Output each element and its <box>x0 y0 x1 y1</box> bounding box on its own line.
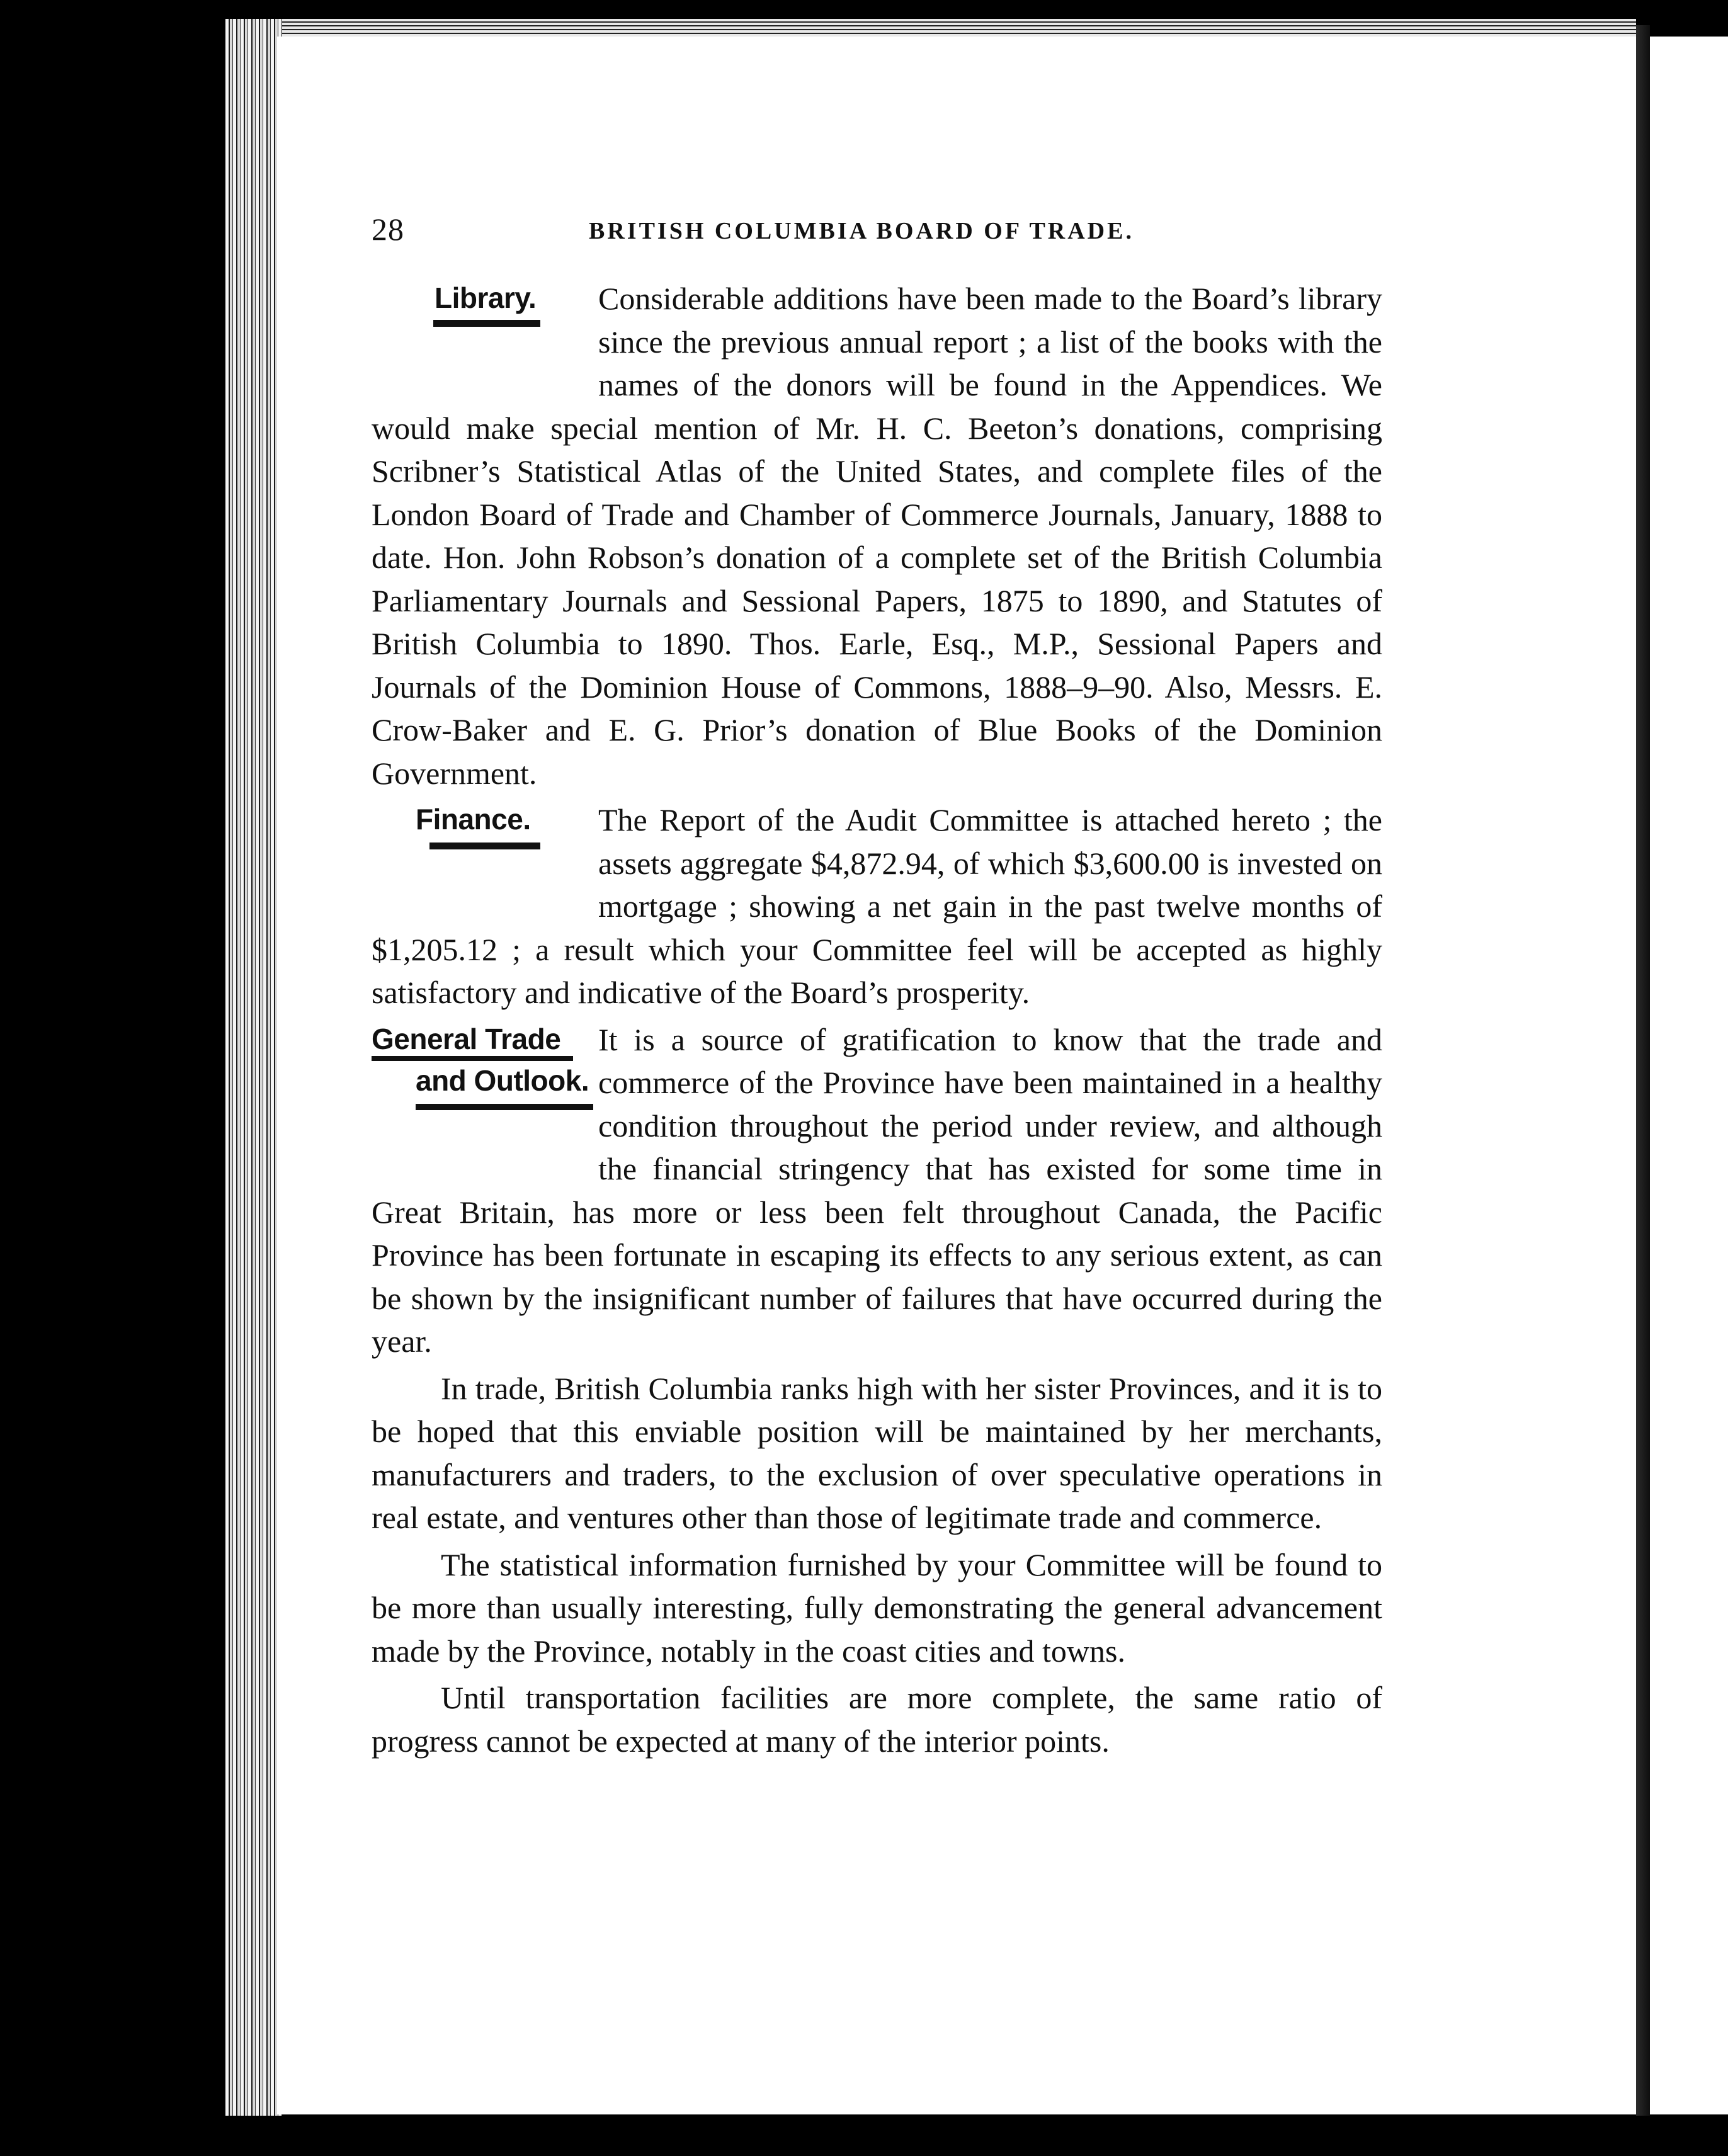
paragraph: The statistical information furnished by your Committee will be found to be more than usually interesting, fully demonstrating the general advancement made by the Province, notably in the coast cities and towns. <box>372 1546 1382 1669</box>
sidehead-label-line2: and Outlook. <box>416 1064 589 1097</box>
paragraph: In trade, British Columbia ranks high with her sister Provinces, and it is to be hoped that this enviable position will be maintained by her merchants, manufacturers and traders, to the exclusion of over speculative operations in real estate, and ventures other than those of legitimate trade and commerce. <box>372 1370 1382 1535</box>
page-number: 28 <box>372 212 404 247</box>
sidehead-label: Library. <box>435 281 537 314</box>
page-header <box>372 211 1385 249</box>
sidehead-label: Finance. <box>416 803 531 836</box>
paragraph: Until transportation facilities are more complete, the same ratio of progress cannot be expected at many of the interior points. <box>372 1680 1382 1759</box>
section-library <box>372 277 1382 795</box>
sidehead-library <box>372 277 592 369</box>
sidehead-finance <box>372 798 592 890</box>
section-text: The Report of the Audit Committee is attached hereto ; the assets aggregate $4,872.94, of which $3,600.00 is invested on mortgage ; showing a net gain in the past twelve months of $1,205.12 ; a result which your Committee feel will be accepted as highly satisfactory and indicative of the Board’s prosperity. <box>372 802 1382 1010</box>
book-binding <box>1636 25 1650 2116</box>
section-text: Considerable additions have been made to the Board’s library since the previous annual report ; a list of the books with the names of the donors will be found in the Appendices. We would make special mention of Mr. H. C. Beeton’s donations, comprising Scribner’s Statistical Atlas of the United States, and complete files of the London Board of Trade and Chamber of Commerce Journals, January, 1888 to date. Hon. John Robson’s donation of a complete set of the British Columbia Parliamentary Journals and Sessional Papers, 1875 to 1890, and Statutes of British Columbia to 1890. Thos. Earle, Esq., M.P., Sessional Papers and Journals of the Dominion House of Commons, 1888–9–90. Also, Messrs. E. Crow-Baker and E. G. Prior’s donation of Blue Books of the Dominion Government. <box>372 281 1382 791</box>
section-text: It is a source of gratification to know that the trade and commerce of the Province have been maintained in a healthy condition throughout the period under review, and although the financial stringency that has existed for some time in Great Britain, has more or less been felt throughout Canada, the Pacific Province has been fortunate in escaping its effects to any serious extent, as can be shown by the insignificant number of failures that have occurred during the year. <box>372 1021 1382 1359</box>
section-finance <box>372 798 1382 1014</box>
sidehead-underline <box>429 843 540 849</box>
sidehead-underline-1 <box>372 1056 573 1061</box>
section-general-trade <box>372 1018 1382 1363</box>
sidehead-underline <box>433 320 540 327</box>
sidehead-general-trade <box>372 1018 592 1154</box>
page-edge-top <box>225 19 1636 37</box>
sidehead-underline-2 <box>416 1104 593 1110</box>
facing-page-edge <box>1650 37 1728 2114</box>
running-head: BRITISH COLUMBIA BOARD OF TRADE. <box>589 218 1134 244</box>
sidehead-label-line1: General Trade <box>372 1022 561 1055</box>
page-edges <box>225 19 282 2116</box>
page-body <box>372 277 1382 1762</box>
